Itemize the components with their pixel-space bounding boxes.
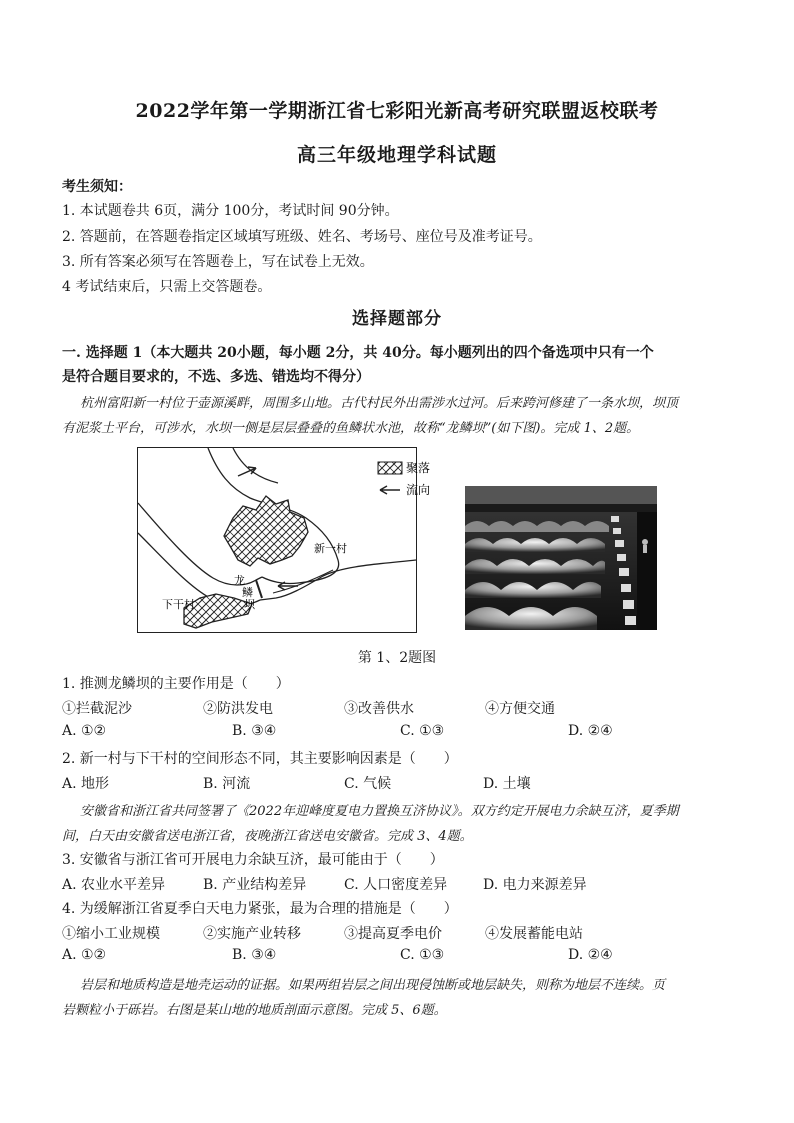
- q4-option-c: C. ①③: [400, 947, 445, 963]
- q2-option-d: D. 土壤: [483, 776, 531, 792]
- part-instructions-line2: 是符合题目要求的，不选、多选、错选均不得分）: [62, 369, 370, 385]
- q3-option-a: A. 农业水平差异: [62, 877, 166, 893]
- passage1-line2: 有泥浆土平台，可涉水，水坝一侧是层层叠叠的鱼鳞状水池，故称“龙鳞坝”(如下图)。完成 1、2题。: [62, 421, 640, 436]
- q1-option-b: B. ③④: [232, 723, 277, 739]
- part-instructions-line1: 一. 选择题 1（本大题共 20小题，每小题 2分，共 40分。每小题列出的四个备选项中只有一个: [62, 345, 654, 361]
- q3-option-d: D. 电力来源差异: [483, 877, 587, 893]
- passage2-line2: 间，白天由安徽省送电浙江省，夜晚浙江省送电安徽省。完成 3、4题。: [62, 829, 473, 844]
- passage3-line2: 岩颗粒小于砾岩。右图是某山地的地质剖面示意图。完成 5、6题。: [62, 1003, 447, 1018]
- q1-choice-1: ①拦截泥沙: [62, 701, 132, 717]
- dam-photo: [465, 486, 657, 630]
- section-title: 选择题部分: [352, 309, 442, 329]
- q4-choice-1: ①缩小工业规模: [62, 926, 160, 942]
- q3-stem: 3. 安徽省与浙江省可开展电力余缺互济，最可能由于（ ）: [62, 852, 444, 868]
- q3-option-c: C. 人口密度差异: [344, 877, 448, 893]
- label-dam-char2: 鳞: [242, 586, 253, 599]
- q2-stem: 2. 新一村与下干村的空间形态不同，其主要影响因素是（ ）: [62, 751, 458, 767]
- river-map-figure: [137, 447, 431, 633]
- notice-item: 3. 所有答案必须写在答题卷上，写在试卷上无效。: [62, 254, 374, 270]
- notice-item: 1. 本试题卷共 6页，满分 100分，考试时间 90分钟。: [62, 203, 399, 219]
- q1-choice-3: ③改善供水: [344, 701, 414, 717]
- q1-option-c: C. ①③: [400, 723, 445, 739]
- passage1-line1: 杭州富阳新一村位于壶源溪畔，周围多山地。古代村民外出需涉水过河。后来跨河修建了一条水坝，坝顶: [80, 396, 679, 411]
- river-channel: [273, 570, 333, 593]
- legend-flow-arrow-icon: [380, 486, 400, 494]
- q4-stem: 4. 为缓解浙江省夏季白天电力紧张，最为合理的措施是（ ）: [62, 901, 458, 917]
- q1-stem: 1. 推测龙鳞坝的主要作用是（ ）: [62, 676, 290, 692]
- river-map-svg: [138, 448, 431, 632]
- legend-flow-label: 流向: [406, 483, 431, 497]
- passage2-line1: 安徽省和浙江省共同签署了《2022年迎峰度夏电力置换互济协议》。双方约定开展电力余缺互济，夏季期: [80, 804, 679, 819]
- q4-choice-4: ④发展蓄能电站: [485, 926, 583, 942]
- label-dam-char1: 龙: [234, 574, 245, 587]
- exam-title: 2022学年第一学期浙江省七彩阳光新高考研究联盟返校联考: [135, 100, 659, 122]
- dam-photo-svg: [465, 486, 657, 630]
- q1-option-d: D. ②④: [568, 723, 613, 739]
- q1-option-a: A. ①②: [62, 723, 107, 739]
- exam-subtitle: 高三年级地理学科试题: [296, 144, 497, 166]
- dragon-scale-dam: [256, 580, 262, 598]
- xinyi-settlement: [224, 496, 308, 566]
- q2-option-b: B. 河流: [203, 776, 251, 792]
- q4-option-d: D. ②④: [568, 947, 613, 963]
- river-bank-top: [233, 448, 278, 483]
- legend-settlement-swatch: [378, 462, 402, 474]
- q4-choice-3: ③提高夏季电价: [344, 926, 442, 942]
- notice-item: 4 考试结束后，只需上交答题卷。: [62, 279, 272, 295]
- q2-option-a: A. 地形: [62, 776, 110, 792]
- figure-caption: 第 1、2题图: [357, 650, 437, 666]
- q4-choice-2: ②实施产业转移: [203, 926, 301, 942]
- q3-option-b: B. 产业结构差异: [203, 877, 307, 893]
- label-xinyi: 新一村: [314, 542, 347, 555]
- passage3-line1: 岩层和地质构造是地壳运动的证据。如果两组岩层之间出现侵蚀断或地层缺失，则称为地层不连续。页: [80, 978, 666, 993]
- notice-item: 2. 答题前，在答题卷指定区域填写班级、姓名、考场号、座位号及准考证号。: [62, 229, 542, 245]
- legend-settlement-label: 聚落: [406, 461, 431, 475]
- q1-choice-2: ②防洪发电: [203, 701, 273, 717]
- notice-heading: 考生须知：: [62, 179, 132, 195]
- label-xiagan: 下干村: [162, 598, 195, 611]
- label-dam-char3: 坝: [244, 598, 255, 611]
- q4-option-b: B. ③④: [232, 947, 277, 963]
- q2-option-c: C. 气候: [344, 776, 392, 792]
- q1-choice-4: ④方便交通: [485, 701, 555, 717]
- q4-option-a: A. ①②: [62, 947, 107, 963]
